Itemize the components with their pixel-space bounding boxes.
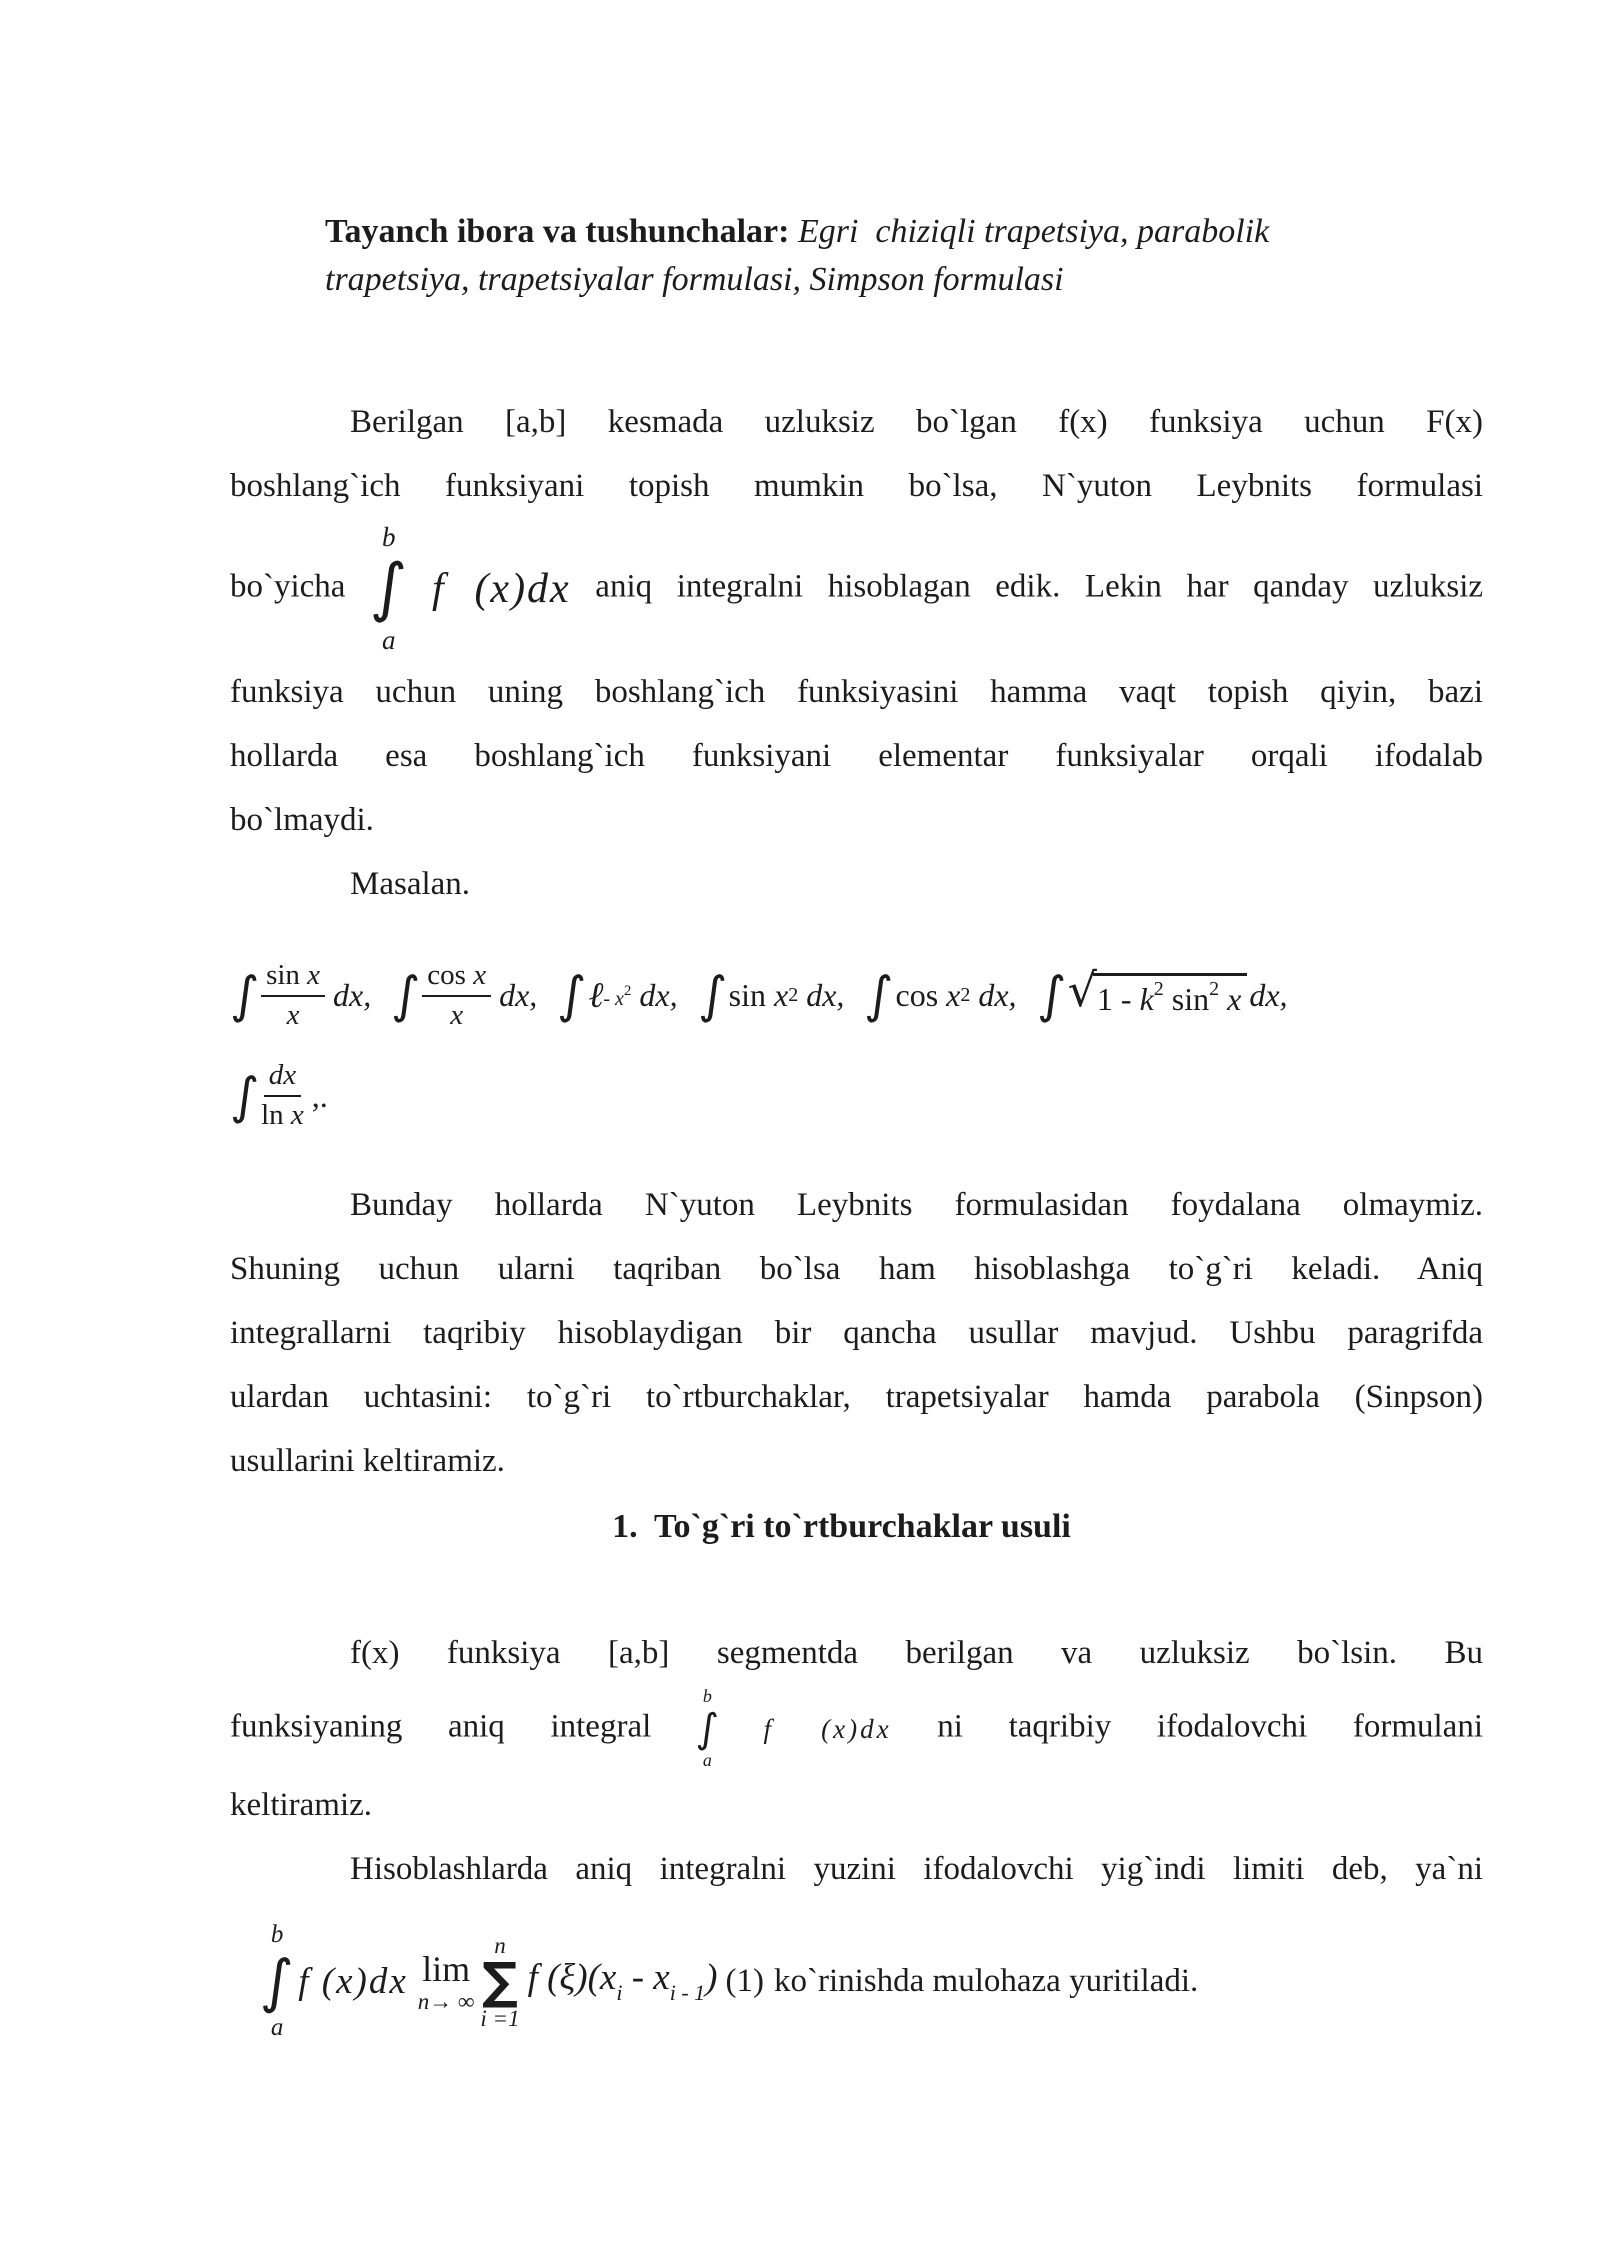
- denominator: x: [450, 998, 464, 1031]
- integral-lower-limit: a: [702, 1749, 712, 1770]
- denominator: x: [286, 998, 300, 1031]
- integral-dx-over-lnx: [229, 1058, 328, 1133]
- section1-paragraph: [230, 1621, 1483, 1901]
- text-line: Bunday hollarda N`yuton Leybnits formulasidan foydalana olmaymiz.: [350, 1186, 1483, 1223]
- integral-upper-limit: b: [702, 1685, 712, 1706]
- text-line: ulardan uchtasini: to`g`ri to`rtburchaklar, trapetsiyalar hamda parabola (Sinpson): [230, 1378, 1483, 1415]
- function-name: cos: [895, 977, 939, 1014]
- sum-sign: ∑: [482, 1951, 518, 2010]
- integral-sign: ∫: [556, 966, 588, 1025]
- integral-sin-x-squared: ∫ sin x 2 dx,: [697, 966, 845, 1025]
- text-line: boshlang`ich funksiyani topish mumkin bo`lsa, N`yuton Leybnits formulasi: [230, 468, 1483, 504]
- term-text: - x: [622, 1957, 670, 1999]
- exp-base: ℓ: [588, 975, 604, 1016]
- section-heading: 1. To`g`ri to`rtburchaklar usuli: [612, 1507, 1071, 1545]
- integral-sign: ∫: [694, 1705, 720, 1752]
- integral-upper-limit: b: [270, 1920, 284, 1948]
- function-name: sin: [728, 977, 767, 1014]
- numerator: [422, 958, 491, 997]
- formula-line: [230, 1685, 1483, 1773]
- example-integrals-row-2: [229, 1058, 1483, 1133]
- exponent-power: 2: [623, 983, 632, 1000]
- sum-upper-limit: n: [494, 1932, 506, 1958]
- text-line: funksiya uchun uning boshlang`ich funksiyasini hamma vaqt topish qiyin, bazi: [230, 673, 1483, 710]
- text-line: bo`lmaydi.: [230, 801, 374, 838]
- integral-sign: ∫: [229, 1066, 261, 1125]
- variable: k: [1139, 980, 1154, 1017]
- term-text: ): [705, 1957, 718, 1999]
- text-line: integrallarni taqribiy hisoblaydigan bir qancha usullar mavjud. Ushbu paragrifda: [230, 1314, 1483, 1351]
- formula-line: [230, 518, 1483, 660]
- term-text: f (ξ)(x: [527, 1957, 617, 1999]
- integral-exp-minus-x-squared: [556, 966, 678, 1025]
- definite-integral: [694, 1685, 720, 1771]
- limit-operator: [417, 1948, 475, 2014]
- variable: x: [307, 958, 321, 991]
- text-line: keltiramiz.: [230, 1786, 373, 1823]
- text-fragment: ni taqribiy ifodalovchi formulani: [937, 1708, 1483, 1745]
- denominator: [261, 1097, 304, 1133]
- differential: dx,: [499, 977, 538, 1014]
- fraction: [422, 958, 491, 1033]
- integral-sign: ∫: [259, 1947, 296, 2016]
- integral-lower-limit: a: [381, 624, 396, 655]
- numerator: dx: [264, 1058, 301, 1097]
- limit-text: lim: [422, 1948, 471, 1989]
- exponent-text: - x: [603, 988, 624, 1011]
- integral-sign: ∫: [390, 966, 422, 1025]
- differential: dx,: [1249, 977, 1288, 1014]
- power: 2: [1209, 977, 1220, 1000]
- differential: dx,: [978, 977, 1017, 1014]
- text-line: f(x) funksiya [a,b] segmentda berilgan va uzluksiz bo`lsin. Bu: [350, 1634, 1483, 1671]
- integral-sign: ∫: [1036, 966, 1068, 1025]
- text-fragment: ko`rinishda mulohaza yuritiladi.: [773, 1963, 1199, 2000]
- riemann-sum-formula: [260, 1917, 1483, 2047]
- limit-subscript: n→ ∞: [417, 1988, 475, 2014]
- integral-cos-x-squared: ∫ cos x 2 dx,: [863, 966, 1017, 1025]
- exponent: [603, 983, 632, 1011]
- text-line: Masalan.: [350, 865, 471, 902]
- fraction: [261, 958, 325, 1033]
- sum-lower-limit: i =1: [480, 2006, 520, 2032]
- radicand-text: 1 -: [1096, 980, 1140, 1017]
- text-line: usullarini keltiramiz.: [230, 1442, 505, 1479]
- punctuation: ,.: [311, 1077, 328, 1114]
- function-name: cos: [427, 958, 466, 991]
- intro-paragraph: [230, 390, 1483, 916]
- integral-sign: ∫: [863, 966, 896, 1025]
- function-name: sin: [1171, 980, 1210, 1017]
- variable: x: [473, 958, 487, 991]
- differential: dx,: [639, 977, 678, 1014]
- text-fragment: aniq integralni hisoblagan edik. Lekin har qanday uzluksiz: [595, 568, 1484, 605]
- radicand: [1093, 973, 1247, 1017]
- text-fragment: bo`yicha: [230, 568, 346, 605]
- function-name: sin: [266, 958, 300, 991]
- variable: x: [774, 977, 789, 1014]
- numerator: [261, 958, 325, 997]
- key-terms-text-2: trapetsiya, trapetsiyalar formulasi, Simpson formulasi: [325, 261, 1064, 298]
- key-terms-block: [325, 208, 1423, 304]
- integral-elliptic: [1036, 962, 1288, 1025]
- methods-paragraph: [230, 1173, 1483, 1493]
- summation-operator: [480, 1934, 519, 2031]
- integral-sign: ∫: [229, 966, 261, 1025]
- integrand: f (x)dx: [431, 565, 571, 612]
- integral-sign: ∫: [697, 966, 729, 1025]
- variable: x: [946, 977, 961, 1014]
- summand-term: [528, 1959, 718, 2004]
- integrand: f (x)dx: [298, 1961, 408, 2003]
- power: 2: [1153, 977, 1164, 1000]
- variable: x: [290, 1099, 304, 1132]
- text-line: Shuning uchun ularni taqriban bo`lsa ham hisoblashga to`g`ri keladi. Aniq: [230, 1250, 1483, 1287]
- differential: dx,: [806, 977, 845, 1014]
- integrand: f (x)dx: [763, 1713, 892, 1744]
- definite-integral: [368, 522, 409, 656]
- example-integrals-row-1: [229, 958, 1483, 1033]
- equation-number: (1): [725, 1963, 764, 2000]
- radical-sign: √: [1067, 962, 1097, 1017]
- subscript-i: i: [616, 1980, 623, 2006]
- differential: dx,: [333, 977, 372, 1014]
- text-line: Hisoblashlarda aniq integralni yuzini ifodalovchi yig`indi limiti deb, ya`ni: [350, 1850, 1483, 1887]
- key-terms-line-1: [325, 208, 1423, 256]
- variable: x: [1227, 980, 1242, 1017]
- fraction: [261, 1058, 304, 1133]
- key-terms-label: Tayanch ibora va tushunchalar:: [325, 213, 790, 250]
- integral-lower-limit: a: [270, 2014, 284, 2042]
- text-line: hollarda esa boshlang`ich funksiyani elementar funksiyalar orqali ifodalab: [230, 737, 1483, 774]
- subscript-i-minus-1: i - 1: [669, 1980, 706, 2006]
- definite-integral: [259, 1920, 296, 2043]
- integral-sinx-over-x: [229, 958, 372, 1033]
- integral-upper-limit: b: [381, 522, 396, 552]
- text-fragment: funksiyaning aniq integral: [230, 1708, 652, 1745]
- text-line: Berilgan [a,b] kesmada uzluksiz bo`lgan f(x) funksiya uchun F(x): [350, 404, 1483, 440]
- square-root: [1067, 962, 1248, 1017]
- function-name: ln: [261, 1099, 284, 1132]
- key-terms-text-1: Egri chiziqli trapetsiya, parabolik: [797, 213, 1270, 250]
- integral-sign: ∫: [368, 551, 409, 626]
- integral-cosx-over-x: [390, 958, 538, 1033]
- key-terms-line-2: [325, 256, 1423, 304]
